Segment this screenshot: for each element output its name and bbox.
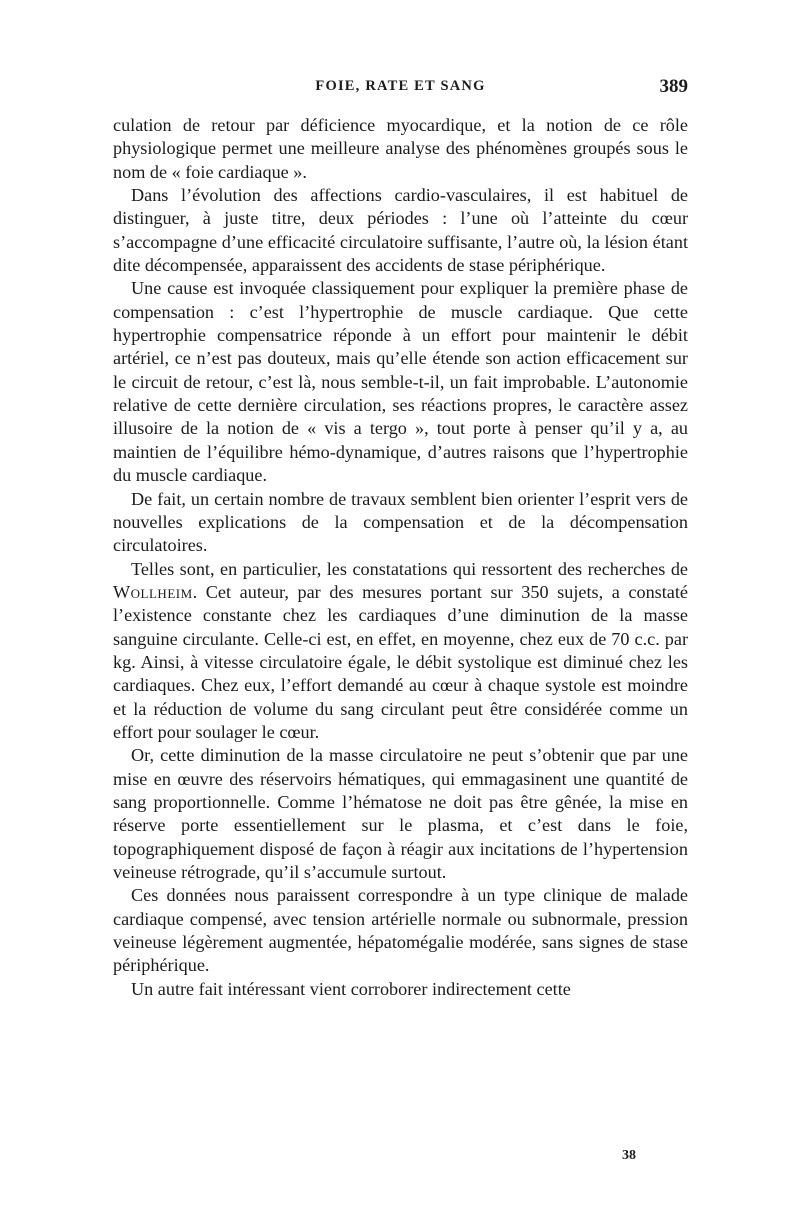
paragraph-5-start: Telles sont, en particulier, les constatations qui ressortent des recherches de bbox=[131, 558, 688, 579]
body-text bbox=[113, 114, 688, 1001]
signature-mark: 38 bbox=[622, 1148, 636, 1163]
author-name: Wollheim bbox=[113, 581, 193, 602]
page-number: 389 bbox=[659, 76, 688, 97]
paragraph-3: Une cause est invoquée classiquement pour expliquer la première phase de compensation : c’est l’hypertrophie de muscle cardiaque. Que cette hypertrophie compensatrice réponde à un effort pour maintenir le débit artériel, ce n’est pas douteux, mais qu’elle étende son action efficacement sur le circuit de retour, c’est là, nous semble-t-il, un fait improbable. L’autonomie relative de cette dernière circulation, ses réactions propres, le caractère assez illusoire de la notion de « vis a tergo », tout porte à penser qu’il y a, au maintien de l’équilibre hémo-dynamique, d’autres raisons que l’hypertrophie du muscle cardiaque. bbox=[113, 278, 688, 486]
paragraph-7: Ces données nous paraissent correspondre à un type clinique de malade cardiaque compensé, avec tension artérielle normale ou subnormale, pression veineuse légèrement augmentée, hépatomégalie modérée, sans signes de stase périphérique. bbox=[113, 885, 688, 976]
paragraph-8: Un autre fait intéressant vient corroborer indirectement cette bbox=[131, 978, 571, 999]
paragraph-5-end: . Cet auteur, par des mesures portant sur 350 sujets, a constaté l’existence constante chez les cardiaques d’une diminution de la masse sanguine circulante. Celle-ci est, en effet, en moyenne, chez eux de 70 c.c. par kg. Ainsi, à vitesse circulatoire égale, le débit systolique est diminué chez les cardiaques. Chez eux, l’effort demandé au cœur à chaque systole est moindre et la réduction de volume du sang circulant peut être considérée comme un effort pour soulager le cœur. bbox=[113, 581, 688, 742]
paragraph-6: Or, cette diminution de la masse circulatoire ne peut s’obtenir que par une mise en œuvre des réservoirs hématiques, qui emmagasinent une quantité de sang proportionnelle. Comme l’hématose ne doit pas être gênée, la mise en réserve porte essentiellement sur le plasma, et c’est dans le foie, topographiquement disposé de façon à réagir aux incitations de l’hypertension veineuse rétrograde, qu’il s’accumule surtout. bbox=[113, 745, 688, 882]
paragraph-2: Dans l’évolution des affections cardio-vasculaires, il est habituel de distinguer, à juste titre, deux périodes : l’une où l’atteinte du cœur s’accompagne d’une efficacité circulatoire suffisante, l’autre où, la lésion étant dite décompensée, apparaissent des accidents de stase périphérique. bbox=[113, 185, 688, 276]
paragraph-4: De fait, un certain nombre de travaux semblent bien orienter l’esprit vers de nouvelles explications de la compensation et de la décompensation circulatoires. bbox=[113, 488, 688, 556]
running-title: FOIE, RATE ET SANG bbox=[315, 78, 486, 94]
paragraph-1: culation de retour par déficience myocardique, et la notion de ce rôle physiologique permet une meilleure analyse des phénomènes groupés sous le nom de « foie cardiaque ». bbox=[113, 115, 688, 182]
running-head bbox=[113, 78, 688, 102]
paragraph-5 bbox=[113, 558, 688, 745]
